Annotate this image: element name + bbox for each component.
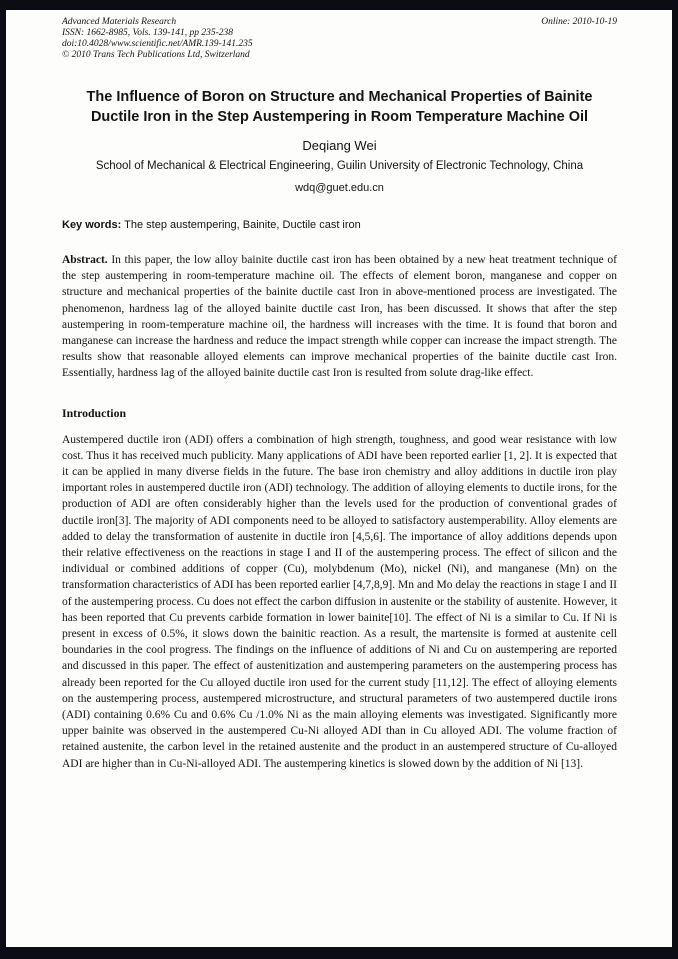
abstract-text: In this paper, the low alloy bainite ductile cast iron has been obtained by a new heat treatment technique of the step austempering in room-temperature machine oil. The effects of element boron, manganese and copper on structure and mechanical properties of the bainite ductile cast Iron in above-mentioned process are investigated. The phenomenon, hardness lag of the alloyed bainite ductile cast Iron, has been discussed. It shows that after the step austempering in room-temperature machine oil, the hardness will increases with the time. It is found that boron and manganese can increase the hardness and reduce the impact strength while copper can increase the impact strength. The results show that reasonable alloyed elements can improve mechanical properties of the bainite ductile cast Iron. Essentially, hardness lag of the alloyed bainite ductile cast Iron is resulted from solute drag-like effect.: [62, 254, 617, 380]
online-date: Online: 2010-10-19: [541, 17, 617, 27]
keywords-label: Key words:: [62, 219, 122, 231]
paper-page: [6, 10, 672, 947]
keywords-text: The step austempering, Bainite, Ductile cast iron: [124, 219, 361, 231]
abstract-label: Abstract.: [62, 254, 108, 266]
doi-line: doi:10.4028/www.scientific.net/AMR.139-141.235: [62, 39, 253, 49]
section-heading-introduction: Introduction: [62, 405, 127, 420]
author-affiliation: School of Mechanical & Electrical Engineering, Guilin University of Electronic Technology, China: [95, 160, 584, 172]
journal-header: [62, 17, 617, 61]
issn-line: ISSN: 1662-8985, Vols. 139-141, pp 235-238: [62, 28, 233, 38]
author-email: wdq@guet.edu.cn: [295, 182, 384, 194]
keywords-line: [62, 219, 617, 231]
paper-title: The Influence of Boron on Structure and Mechanical Properties of Bainite Ductile Iron in the Step Austempering in Room Temperature Machine Oil: [86, 89, 593, 125]
introduction-paragraph: Austempered ductile iron (ADI) offers a combination of high strength, toughness, and good wear resistance with low cost. Thus it has received much publicity. Many applications of ADI have been reported earlier [1, 2]. It is expected that it can be applied in many diverse fields in the future. The base iron chemistry and alloy additions in ductile iron play important roles in austempered ductile iron (ADI) technology. The addition of alloying elements to ductile irons, for the production of ADI are often considerably higher than the levels used for the production of conventional grades of ductile iron[3]. The majority of ADI components need to be alloyed to satisfactory austemperability. Alloy elements are added to delay the transformation of austenite in ductile iron [4,5,6]. The importance of alloy additions depends upon their relative effectiveness on the reactions in stage I and II of the austempering process. The effect of silicon and the individual or combined additions of copper (Cu), molybdenum (Mo), nickel (Ni), and manganese (Mn) on the transformation characteristics of ADI has been reported earlier [4,7,8,9]. Mn and Mo delay the reactions in stage I and II of the austempering process. Cu does not effect the carbon diffusion in austenite or the stability of austenite. However, it has been reported that Cu prevents carbide formation in lower bainite[10]. The effect of Ni is a similar to Cu. If Ni is present in excess of 0.5%, it slows down the bainitic reaction. As a result, the martensite is formed at austenite cell boundaries in the cool progress. The findings on the influence of additions of Ni and Cu on austempering are reported and discussed in this paper. The effect of austenitization and austempering parameters on the austempering process has already been reported for the Cu alloyed ductile iron used for the current study [11,12]. The effect of alloying elements on the austempering process, austempered microstructure, and structural parameters of two austempered ductile irons (ADI) containing 0.6% Cu and 0.6% Cu /1.0% Ni as the main alloying elements was investigated. Significantly more upper bainite was observed in the austempered Cu-Ni alloyed ADI than in Cu alloyed ADI. The volume fraction of retained austenite, the carbon level in the retained austenite and the product in an austempered structure of Cu-alloyed ADI are higher than in Cu-Ni-alloyed ADI. The austempering kinetics is slowed down by the addition of Ni [13].: [62, 433, 617, 770]
abstract-paragraph: [62, 252, 617, 382]
page-content: [6, 10, 672, 772]
author-name: Deqiang Wei: [302, 138, 377, 153]
copyright-line: © 2010 Trans Tech Publications Ltd, Switzerland: [62, 50, 250, 60]
journal-name: Advanced Materials Research: [62, 17, 177, 27]
journal-header-left: [62, 17, 253, 61]
